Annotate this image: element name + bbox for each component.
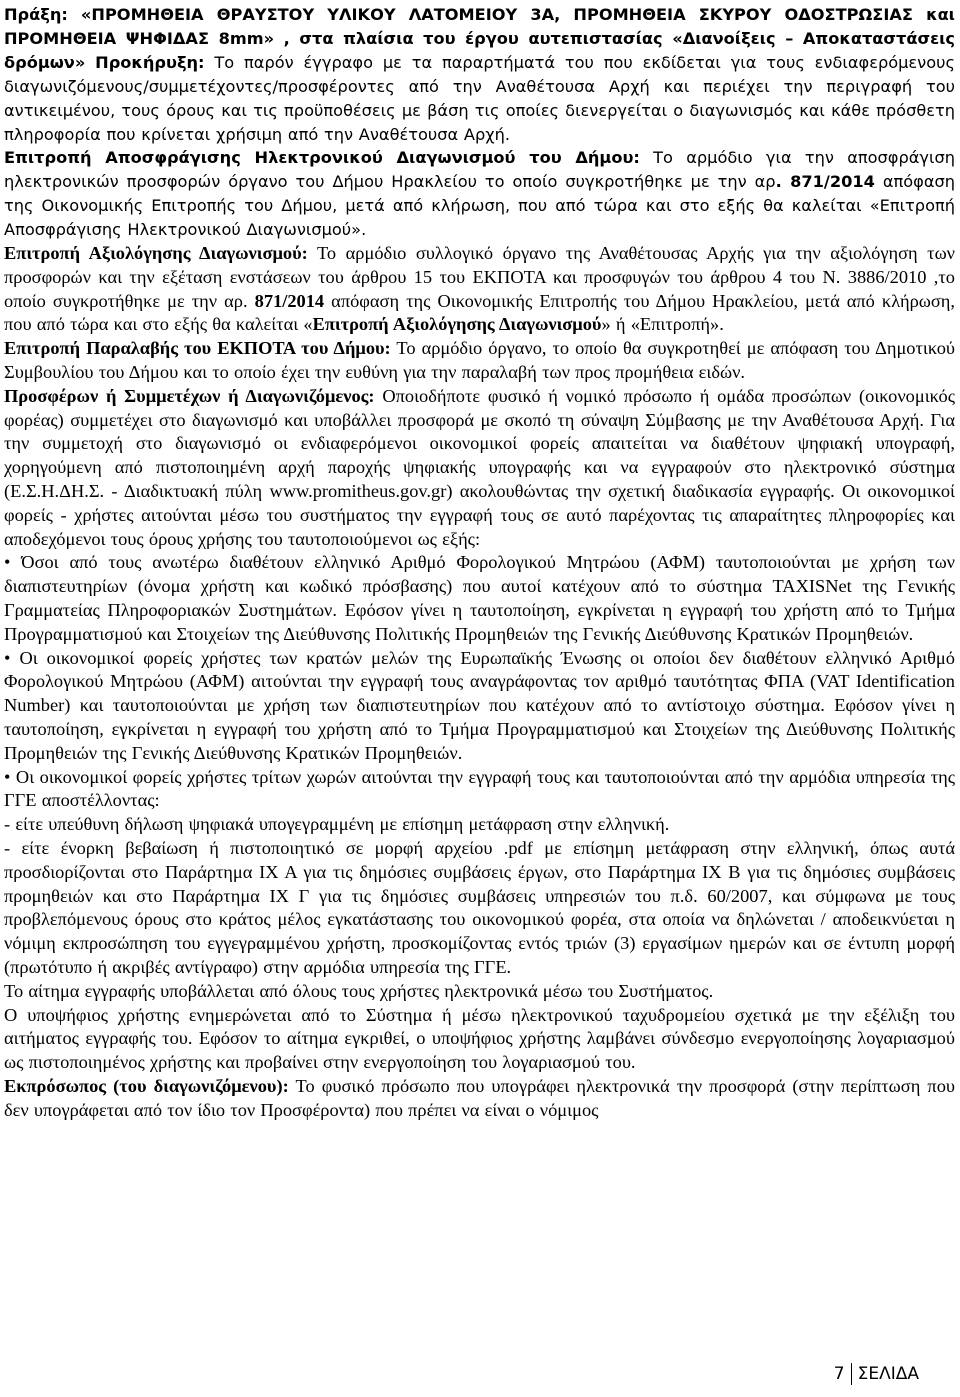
paragraph xyxy=(4,813,955,837)
paragraph xyxy=(4,385,955,552)
text-run: Το παρόν έγγραφο με τα παραρτήματά του που εκδίδεται για τους ενδιαφερόμενους διαγωνιζόμενους/συμμετέχοντες/προσφέροντες από την Αναθέτουσα Αρχή και περιέχει την περιγραφή του αντικειμένου, τους όρους και τις προϋποθέσεις με βάση τις οποίες διενεργείται ο διαγωνισμός και κάθε πρόσθετη πληροφορία που κρίνεται χρήσιμη από την Αναθέτουσα Αρχή. xyxy=(4,52,955,144)
text-run: Το αρμόδιο για την αποσφράγιση ηλεκτρονικών προσφορών όργανο του Δήμου Ηρακλείου το οποίο συγκροτήθηκε με την αρ xyxy=(4,148,955,192)
text-run: Το φυσικό πρόσωπο που υπογράφει ηλεκτρονικά την προσφορά (στην περίπτωση που δεν υπογράφεται από τον ίδιο τον Προσφέροντα) που πρέπει να είναι ο νόμιμος xyxy=(4,1075,955,1120)
text-run: • Οι οικονομικοί φορείς χρήστες των κρατών μελών της Ευρωπαϊκής Ένωσης οι οποίοι δεν διαθέτουν ελληνικό Αριθμό Φορολογικού Μητρώου (ΑΦΜ) αιτούνται την εγγραφή τους αναγράφοντας τον αριθμό ταυτότητας ΦΠΑ (VAT Identification Number) και ταυτοποιούνται με χρήση των διαπιστευτηρίων που κατέχουν από το αντίστοιχο σύστημα. Εφόσον γίνει η ταυτοποίηση, εγκρίνεται η εγγραφή του χρήστη από το Τμήμα Προγραμματισμού και Στοιχείων της Διεύθυνσης Πολιτικής Προμηθειών της Γενικής Διεύθυνσης Κρατικών Προμηθειών. xyxy=(4,647,955,763)
paragraph xyxy=(4,1075,955,1123)
bold-term: Επιτροπή Αξιολόγησης Διαγωνισμού: xyxy=(4,243,308,264)
paragraph xyxy=(4,242,955,337)
bold-term: Επιτροπή Παραλαβής του ΕΚΠΟΤΑ του Δήμου: xyxy=(4,338,391,359)
document-body xyxy=(4,3,955,1123)
page-footer xyxy=(834,1363,919,1385)
bold-term: Προκήρυξη: xyxy=(95,52,205,72)
text-run: • Οι οικονομικοί φορείς χρήστες τρίτων χωρών αιτούνται την εγγραφή τους και ταυτοποιούνται από την αρμόδια υπηρεσία της ΓΓΕ αποστέλλοντας: xyxy=(4,766,955,811)
text-run: - είτε υπεύθυνη δήλωση ψηφιακά υπογεγραμμένη με επίσημη μετάφραση στην ελληνική. xyxy=(4,814,670,835)
page-number: 7 xyxy=(833,1364,845,1384)
bold-term: Επιτροπή Αξιολόγησης Διαγωνισμού xyxy=(312,314,602,335)
text-run: Το αρμόδιο συλλογικό όργανο της Αναθέτουσας Αρχής για την αξιολόγηση των προσφορών και την εξέταση ενστάσεων του άρθρου 15 του ΕΚΠΟΤΑ και προσφυγών του άρθρου 4 του Ν. 3886/2010 ,το οποίο συγκροτήθηκε με την αρ. xyxy=(4,243,955,311)
paragraph xyxy=(4,146,955,242)
page-label: ΣΕΛΙΔΑ xyxy=(857,1364,919,1384)
paragraph xyxy=(4,837,955,980)
bold-term: Επιτροπή Αποσφράγισης Ηλεκτρονικού Διαγωνισμού του Δήμου: xyxy=(4,148,640,168)
text-run: Το αίτημα εγγραφής υποβάλλεται από όλους τους χρήστες ηλεκτρονικά μέσω του Συστήματος. xyxy=(4,980,714,1001)
paragraph xyxy=(4,551,955,646)
bold-term: Πράξη: «ΠΡΟΜΗΘΕΙΑ ΘΡΑΥΣΤΟΥ ΥΛΙΚΟΥ ΛΑΤΟΜΕΙΟΥ 3Α, ΠΡΟΜΗΘΕΙΑ ΣΚΥΡΟΥ ΟΔΟΣΤΡΩΣΙΑΣ και ΠΡΟΜΗΘΕΙΑ ΨΗΦΙΔΑΣ 8mm» , στα πλαίσια του έργου αυτεπιστασίας «Διανοίξεις – Αποκαταστάσεις δρόμων» xyxy=(4,5,955,72)
text-run xyxy=(85,53,95,72)
text-run: Ο υποψήφιος χρήστης ενημερώνεται από το Σύστημα ή μέσω ηλεκτρονικού ταχυδρομείου σχετικά με την εξέλιξη του αιτήματος εγγραφής του. Εφόσον το αίτημα εγκριθεί, ο υποψήφιος χρήστης λαμβάνει σύνδεσμο ενεργοποίησης λογαριασμού ως πιστοποιημένος χρήστης και προβαίνει στην ενεργοποίηση του λογαριασμού του. xyxy=(4,1004,955,1073)
paragraph xyxy=(4,766,955,814)
text-run: απόφαση της Οικονομικής Επιτροπής του Δήμου, μετά από κλήρωση, που από τώρα και στο εξής θα καλείται «Επιτροπή Αποσφράγισης Ηλεκτρονικού Διαγωνισμού». xyxy=(4,172,956,240)
text-run: Το αρμόδιο όργανο, το οποίο θα συγκροτηθεί με απόφαση του Δημοτικού Συμβουλίου του Δήμου και το οποίο έχει την ευθύνη για την παραλαβή των προς προμήθεια ειδών. xyxy=(4,338,955,383)
text-run: - είτε ένορκη βεβαίωση ή πιστοποιητικό σε μορφή αρχείου .pdf με επίσημη μετάφραση στην ελληνική, όπως αυτά προσδιορίζονται στο Παράρτημα ΙΧ Α για τις δημόσιες συμβάσεις έργων, στο Παράρτημα ΙΧ Β για τις δημόσιες συμβάσεις προμηθειών και στο Παράρτημα ΙΧ Γ για τις δημόσιες συμβάσεις υπηρεσιών του π.δ. 60/2007, και σύμφωνα με τους προβλεπόμενους όρους στο κράτος μέλος εγκατάστασης του οικονομικού φορέα, στα οποία να δηλώνεται / αποδεικνύεται η νόμιμη εκπροσώπηση του εγγεγραμμένου χρήστη, προσκομίζοντας εντός τριών (3) εργασίμων ημερών και σε έντυπη μορφή (πρωτότυπο ή ακριβές αντίγραφο) στην αρμόδια υπηρεσία της ΓΓΕ. xyxy=(4,837,955,977)
bold-term: Προσφέρων ή Συμμετέχων ή Διαγωνιζόμενος: xyxy=(4,385,375,406)
paragraph xyxy=(4,3,955,146)
bold-term: Εκπρόσωπος (του διαγωνιζόμενου): xyxy=(4,1075,289,1096)
text-run: • Όσοι από τους ανωτέρω διαθέτουν ελληνικό Αριθμό Φορολογικού Μητρώου (ΑΦΜ) ταυτοποιούνται με χρήση των διαπιστευτηρίων (όνομα χρήστη και κωδικό πρόσβασης) που αυτοί κατέχουν από το σύστημα TAXISNet της Γενικής Γραμματείας Πληροφοριακών Συστημάτων. Εφόσον γίνει η ταυτοποίηση, εγκρίνεται η εγγραφή του χρήστη από το Τμήμα Προγραμματισμού και Στοιχείων της Διεύθυνσης Πολιτικής Προμηθειών της Γενικής Διεύθυνσης Κρατικών Προμηθειών. xyxy=(4,552,955,644)
paragraph xyxy=(4,647,955,766)
bold-term: . 871/2014 xyxy=(775,172,875,192)
paragraph xyxy=(4,980,955,1004)
bold-term: 871/2014 xyxy=(254,290,325,311)
text-run: απόφαση της Οικονομικής Επιτροπής του Δήμου Ηρακλείου, μετά από κλήρωση, που από τώρα και στο εξής θα καλείται « xyxy=(4,290,955,335)
paragraph xyxy=(4,1004,955,1075)
footer-divider xyxy=(851,1363,852,1385)
text-run: Οποιοδήποτε φυσικό ή νομικό πρόσωπο ή ομάδα προσώπων (οικονομικός φορέας) συμμετέχει στο διαγωνισμό και υποβάλλει προσφορά με σκοπό τη σύναψη Σύμβασης με την Αναθέτουσα Αρχή. Για την συμμετοχή στο διαγωνισμό οι ενδιαφερόμενοι οικονομικοί φορείς απαιτείται να διαθέτουν ψηφιακή υπογραφή, χορηγούμενη από πιστοποιημένη αρχή παροχής ψηφιακής υπογραφής και να εγγραφούν στο ηλεκτρονικό σύστημα (Ε.Σ.Η.ΔΗ.Σ. - Διαδικτυακή πύλη www.promitheus.gov.gr) ακολουθώντας την σχετική διαδικασία εγγραφής. Οι οικονομικοί φορείς - χρήστες αιτούνται μέσω του συστήματος την εγγραφή τους σε αυτό παρέχοντας τις απαραίτητες πληροφορίες και αποδεχόμενοι τους όρους χρήσης του ταυτοποιούμενοι ως εξής: xyxy=(4,385,956,549)
paragraph xyxy=(4,337,955,385)
text-run: » ή «Επιτροπή». xyxy=(601,314,724,335)
